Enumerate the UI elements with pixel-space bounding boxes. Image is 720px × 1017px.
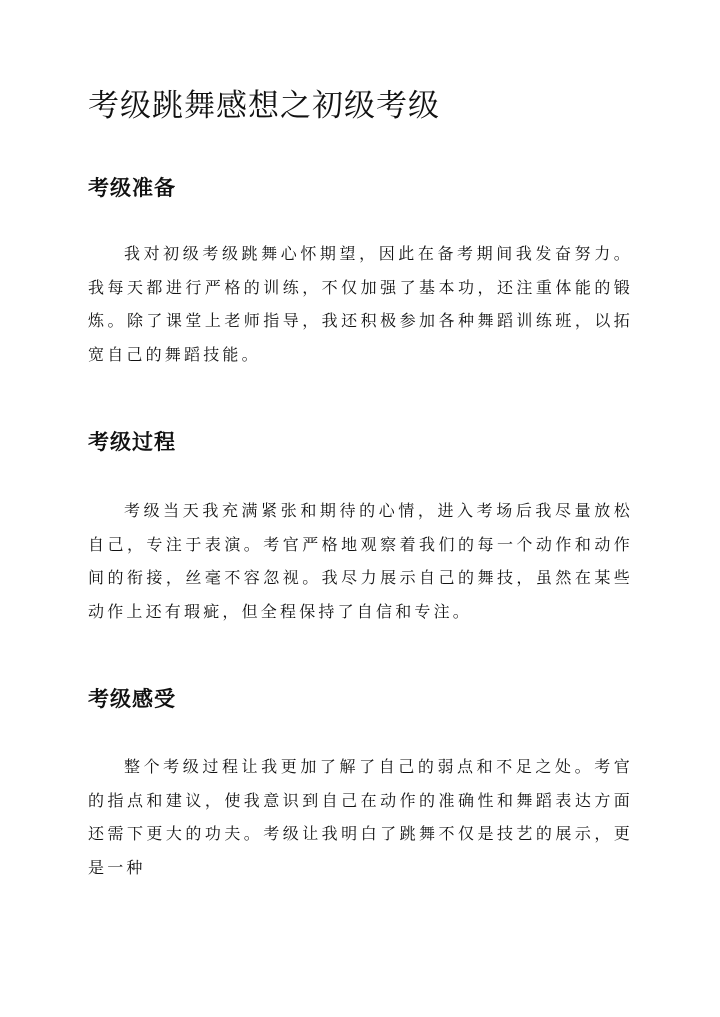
section-heading-process: 考级过程: [88, 429, 176, 454]
document-title: 考级跳舞感想之初级考级: [88, 88, 440, 124]
section-heading-feelings: 考级感受: [88, 686, 176, 711]
section-paragraph-feelings: 整个考级过程让我更加了解了自己的弱点和不足之处。考官的指点和建议，使我意识到自己在动作的准确性和舞蹈表达方面还需下更大的功夫。考级让我明白了跳舞不仅是技艺的展示，更是一种: [88, 757, 633, 877]
section-paragraph-preparation: 我对初级考级跳舞心怀期望，因此在备考期间我发奋努力。我每天都进行严格的训练，不仅加强了基本功，还注重体能的锻炼。除了课堂上老师指导，我还积极参加各种舞蹈训练班，以拓宽自己的舞蹈技能。: [88, 244, 633, 364]
section-heading-preparation: 考级准备: [88, 175, 176, 200]
section-paragraph-process: 考级当天我充满紧张和期待的心情，进入考场后我尽量放松自己，专注于表演。考官严格地观察着我们的每一个动作和动作间的衔接，丝毫不容忽视。我尽力展示自己的舞技，虽然在某些动作上还有瑕疵，但全程保持了自信和专注。: [88, 501, 633, 621]
